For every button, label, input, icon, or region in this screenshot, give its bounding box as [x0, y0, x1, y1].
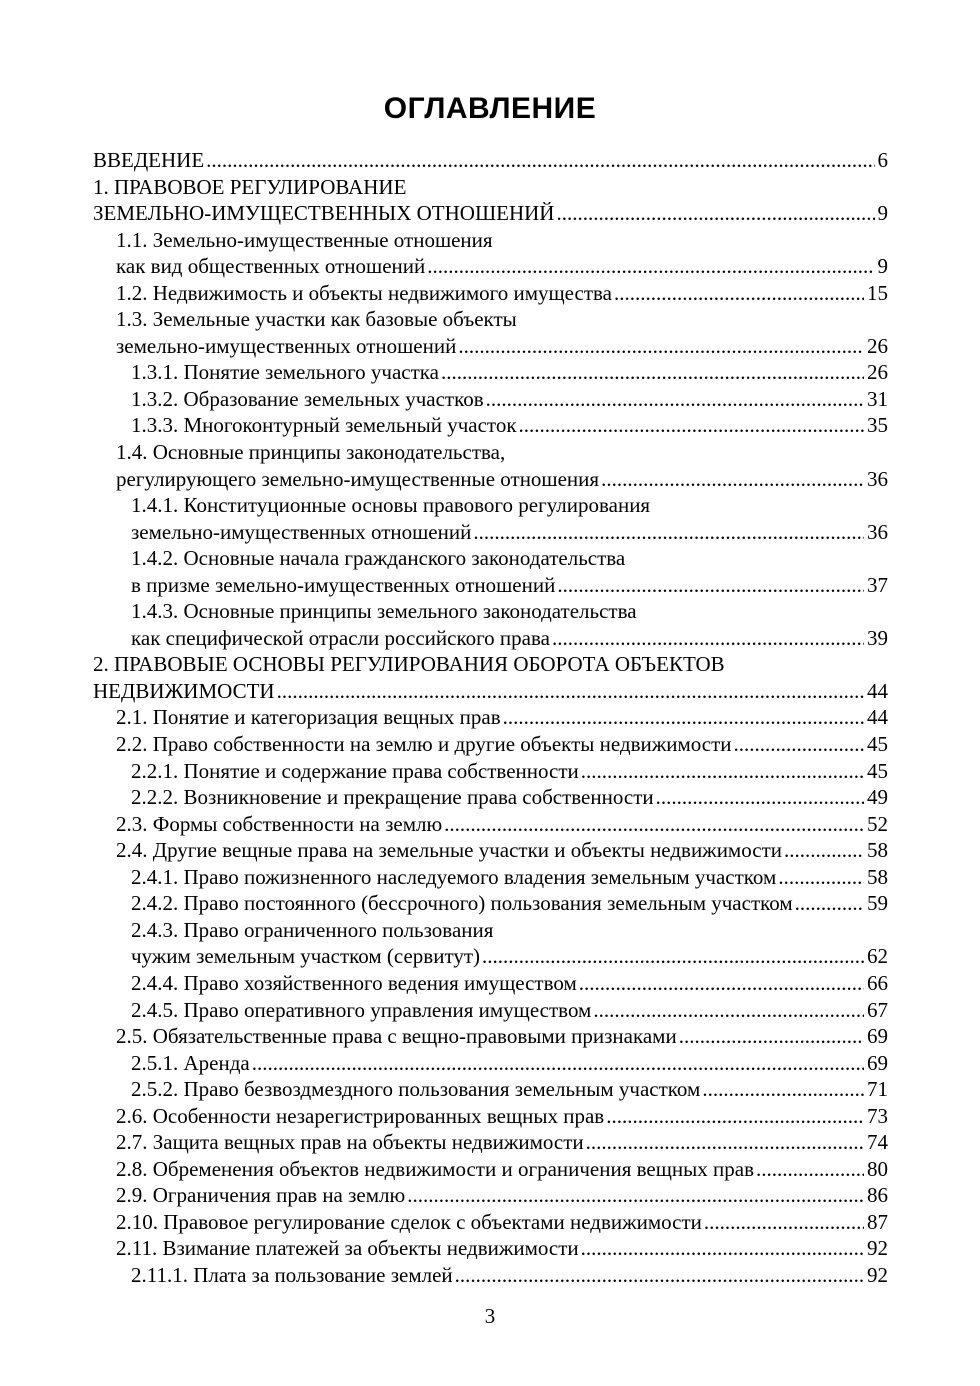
toc-entry[interactable] [93, 864, 888, 891]
toc-entry-page: 92 [867, 1236, 888, 1261]
toc-entry-title: 2.7. Защита вещных прав на объекты недвижимости [116, 1130, 584, 1155]
toc-entry-title: 1.3.2. Образование земельных участков [131, 386, 484, 411]
dot-leader [581, 758, 864, 785]
toc-entry-title: 2.3. Формы собственности на землю [116, 811, 443, 836]
toc-entry[interactable] [93, 784, 888, 811]
toc-entry-page: 9 [877, 201, 888, 226]
toc-entry-page: 86 [867, 1183, 888, 1208]
dot-leader [482, 943, 864, 970]
toc-entry-page: 69 [867, 1024, 888, 1049]
toc-entry-title: 2.11.1. Плата за пользование землей [131, 1262, 453, 1287]
toc-entry-page: 6 [877, 148, 888, 172]
toc-entry[interactable] [93, 625, 888, 652]
toc-entry[interactable] [93, 598, 888, 625]
toc-entry-page: 36 [867, 519, 888, 544]
dot-leader [756, 1156, 864, 1183]
dot-leader [206, 147, 874, 174]
toc-entry-title: 1.1. Земельно-имущественные отношения [116, 227, 493, 252]
toc-entry-page: 39 [867, 625, 888, 650]
toc-entry-page: 49 [867, 785, 888, 810]
dot-leader [579, 970, 864, 997]
toc-entry-title: 2.4.2. Право постоянного (бессрочного) пользования земельным участком [131, 891, 793, 916]
dot-leader [795, 890, 864, 917]
toc-entry-page: 26 [867, 360, 888, 385]
toc-entry[interactable] [93, 253, 888, 280]
toc-entry[interactable] [93, 333, 888, 360]
toc-entry[interactable] [93, 572, 888, 599]
dot-leader [704, 1209, 864, 1236]
toc-entry[interactable] [93, 1129, 888, 1156]
toc-entry-page: 71 [867, 1077, 888, 1102]
dot-leader [656, 784, 864, 811]
toc-entry[interactable] [93, 492, 888, 519]
toc-entry[interactable] [93, 678, 888, 705]
toc-entry[interactable] [93, 837, 888, 864]
toc-entry[interactable] [93, 439, 888, 466]
toc-entry[interactable] [93, 1050, 888, 1077]
dot-leader [503, 704, 864, 731]
toc-entry[interactable] [93, 943, 888, 970]
dot-leader [277, 678, 864, 705]
dot-leader [702, 1076, 864, 1103]
toc-entry-title: чужим земельным участком (сервитут) [131, 944, 481, 969]
toc-entry-title: 2.4.5. Право оперативного управления имуществом [131, 997, 592, 1022]
toc-entry-title: 2.1. Понятие и категоризация вещных прав [116, 705, 501, 730]
toc-entry-page: 67 [867, 997, 888, 1022]
toc-entry-page: 15 [867, 280, 888, 305]
toc-entry[interactable] [93, 731, 888, 758]
toc-entry-page: 62 [867, 944, 888, 969]
toc-entry-title: 2.11. Взимание платежей за объекты недвижимости [116, 1236, 579, 1261]
toc-entry-title: 2. ПРАВОВЫЕ ОСНОВЫ РЕГУЛИРОВАНИЯ ОБОРОТА ОБЪЕКТОВ [93, 652, 725, 677]
toc-entry-title: 2.5.1. Аренда [131, 1050, 250, 1075]
dot-leader [486, 386, 864, 413]
toc-entry-page: 59 [867, 891, 888, 916]
toc-entry-title: 2.4. Другие вещные права на земельные участки и объекты недвижимости [116, 838, 782, 863]
dot-leader [427, 253, 874, 280]
toc-entry-page: 31 [867, 386, 888, 411]
toc-entry-page: 44 [867, 705, 888, 730]
toc-entry-page: 45 [867, 758, 888, 783]
toc-entry-title: 2.5.2. Право безвоздмездного пользования земельным участком [131, 1077, 701, 1102]
toc-entry-title: 2.6. Особенности незарегистрированных вещных прав [116, 1103, 605, 1128]
toc-entry-title: регулирующего земельно-имущественные отношения [116, 466, 600, 491]
toc-entry[interactable] [93, 704, 888, 731]
dot-leader [407, 1182, 864, 1209]
dot-leader [593, 997, 864, 1024]
page-title: ОГЛАВЛЕНИЕ [383, 92, 597, 125]
toc-entry-page: 36 [867, 466, 888, 491]
dot-leader [557, 572, 864, 599]
dot-leader [784, 837, 864, 864]
toc-entry[interactable] [93, 758, 888, 785]
toc-entry-page: 45 [867, 732, 888, 757]
toc-entry-page: 58 [867, 838, 888, 863]
toc-entry[interactable] [93, 917, 888, 944]
toc-entry[interactable] [93, 306, 888, 333]
toc-entry[interactable] [93, 1076, 888, 1103]
toc-entry-title: 1.4. Основные принципы законодательства, [116, 440, 506, 465]
toc-entry-title: ЗЕМЕЛЬНО-ИМУЩЕСТВЕННЫХ ОТНОШЕНИЙ [93, 201, 555, 226]
toc-entry[interactable] [93, 997, 888, 1024]
toc-entry-title: НЕДВИЖИМОСТИ [93, 678, 275, 703]
toc-entry-title: как вид общественных отношений [116, 254, 426, 279]
toc-entry-title: 1.2. Недвижимость и объекты недвижимого имущества [116, 280, 612, 305]
dot-leader [601, 466, 864, 493]
toc-entry-title: 1.3.1. Понятие земельного участка [131, 360, 439, 385]
toc-entry-page: 74 [867, 1130, 888, 1155]
dot-leader [581, 1235, 864, 1262]
toc-entry-title: ВВЕДЕНИЕ [93, 148, 205, 172]
toc-entry[interactable] [93, 651, 888, 678]
toc-entry-title: земельно-имущественных отношений [116, 333, 457, 358]
toc-entry-title: 1.4.2. Основные начала гражданского законодательства [131, 546, 626, 571]
toc-entry[interactable] [93, 1182, 888, 1209]
toc-entry-title: 1.4.1. Конституционные основы правового регулирования [131, 493, 651, 518]
toc-entry-title: как специфической отрасли российского права [131, 625, 550, 650]
toc-entry[interactable] [93, 811, 888, 838]
dot-leader [458, 333, 864, 360]
toc-entry[interactable] [93, 174, 888, 201]
toc-entry-title: в призме земельно-имущественных отношений [131, 572, 556, 597]
dot-leader [778, 864, 864, 891]
toc-entry[interactable] [93, 1209, 888, 1236]
toc-entry-title: 2.4.4. Право хозяйственного ведения имуществом [131, 970, 577, 995]
toc-entry-title: 2.4.1. Право пожизненного наследуемого владения земельным участком [131, 864, 777, 889]
toc-entry-page: 35 [867, 413, 888, 438]
toc-entry[interactable] [93, 412, 888, 439]
toc-entry-page: 37 [867, 572, 888, 597]
toc-entry-title: земельно-имущественных отношений [131, 519, 472, 544]
toc-entry-title: 1.4.3. Основные принципы земельного законодательства [131, 599, 637, 624]
table-of-contents [93, 147, 888, 1289]
toc-entry[interactable] [93, 890, 888, 917]
toc-entry[interactable] [93, 970, 888, 997]
toc-entry-title: 2.8. Обременения объектов недвижимости и ограничения вещных прав [116, 1156, 754, 1181]
toc-entry[interactable] [93, 1023, 888, 1050]
toc-entry[interactable] [93, 466, 888, 493]
dot-leader [734, 731, 864, 758]
toc-entry[interactable] [93, 200, 888, 227]
toc-entry-page: 69 [867, 1050, 888, 1075]
toc-entry-title: 1.3.3. Многоконтурный земельный участок [131, 413, 517, 438]
toc-entry[interactable] [93, 386, 888, 413]
dot-leader [606, 1103, 864, 1130]
dot-leader [552, 625, 864, 652]
dot-leader [519, 412, 864, 439]
toc-entry-page: 58 [867, 864, 888, 889]
toc-entry[interactable] [93, 1156, 888, 1183]
dot-leader [614, 280, 864, 307]
dot-leader [444, 811, 864, 838]
toc-entry-title: 2.9. Ограничения прав на землю [116, 1183, 406, 1208]
toc-entry[interactable] [93, 280, 888, 307]
toc-entry-title: 2.2.2. Возникновение и прекращение права собственности [131, 785, 654, 810]
toc-entry-title: 2.2. Право собственности на землю и другие объекты недвижимости [116, 732, 732, 757]
toc-entry[interactable] [93, 227, 888, 254]
toc-entry-page: 52 [867, 811, 888, 836]
toc-entry-title: 1. ПРАВОВОЕ РЕГУЛИРОВАНИЕ [93, 174, 407, 199]
dot-leader [455, 1262, 864, 1289]
toc-entry[interactable] [93, 359, 888, 386]
toc-entry-title: 1.3. Земельные участки как базовые объекты [116, 307, 517, 332]
toc-entry[interactable] [93, 147, 888, 174]
toc-entry-title: 2.2.1. Понятие и содержание права собственности [131, 758, 579, 783]
toc-entry-title: 2.5. Обязательственные права с вещно-правовыми признаками [116, 1024, 677, 1049]
dot-leader [586, 1129, 864, 1156]
toc-entry-page: 9 [877, 254, 888, 279]
page-number: 3 [484, 1304, 496, 1328]
toc-entry-page: 66 [867, 970, 888, 995]
toc-entry-title: 2.10. Правовое регулирование сделок с объектами недвижимости [116, 1209, 702, 1234]
toc-entry-page: 92 [867, 1262, 888, 1287]
toc-entry-page: 87 [867, 1209, 888, 1234]
toc-entry-page: 44 [867, 678, 888, 703]
dot-leader [441, 359, 864, 386]
toc-entry[interactable] [93, 1262, 888, 1289]
dot-leader [556, 200, 874, 227]
toc-entry-page: 26 [867, 333, 888, 358]
dot-leader [473, 519, 864, 546]
toc-entry[interactable] [93, 519, 888, 546]
toc-entry-page: 73 [867, 1103, 888, 1128]
toc-entry[interactable] [93, 1235, 888, 1262]
toc-entry-title: 2.4.3. Право ограниченного пользования [131, 917, 494, 942]
toc-entry-page: 80 [867, 1156, 888, 1181]
dot-leader [252, 1050, 864, 1077]
dot-leader [679, 1023, 864, 1050]
toc-entry[interactable] [93, 1103, 888, 1130]
toc-entry[interactable] [93, 545, 888, 572]
